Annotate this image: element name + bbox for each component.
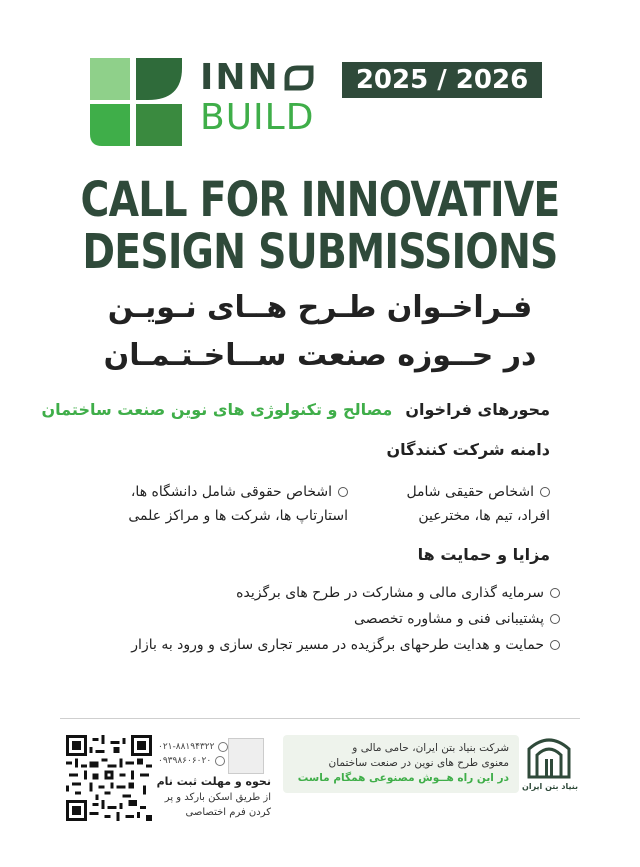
phone-number: ۰۲۱-۸۸۱۹۴۳۲۲ [158,742,215,752]
footer-divider [60,718,580,719]
phone-row[interactable] [158,740,228,754]
brand-inno-text: INN [200,57,280,98]
benefits-list [60,580,560,658]
innobuild-logo-mark [90,58,182,146]
axes-value: مصالح و تکنولوژی های نوین صنعت ساختمان [41,400,393,419]
registration-detail: از طریق اسکن بارکد و پر کردن فرم اختصاصی [164,792,271,818]
whatsapp-number: ۰۹۳۹۸۶۰۶۰۲۰ [158,756,212,766]
participants-legal [78,480,348,528]
title-fa-line1: فـراخـوان طـرح هــای نـویـن [107,290,533,325]
sponsor-line2: معنوی طرح های نوین در صنعت ساختمان [328,757,509,769]
sponsor-line1: شرکت بنیاد بتن ایران، حامی مالی و [352,742,509,754]
brand-line2: BUILD [200,97,315,138]
benefits-heading: مزایا و حمایت ها [417,545,550,564]
title-en-line1: CALL FOR INNOVATIVE [80,172,560,228]
list-item: پشتیبانی فنی و مشاوره تخصصی [60,606,560,632]
phone-icon [218,742,228,752]
sponsor-line3: در این راه هــوش مصنوعی همگام ماست [297,772,509,784]
bullet-icon [550,588,560,598]
bullet-icon [550,614,560,624]
secondary-logo [228,738,264,774]
axes-label: محورهای فراخوان [405,400,550,419]
leaf-icon [284,65,314,91]
whatsapp-icon [215,756,225,766]
bullet-icon [550,640,560,650]
legal-line2: استارتاپ ها، شرکت ها و مراکز علمی [128,508,348,524]
natural-line1: اشخاص حقیقی شامل [406,484,534,500]
natural-line2: افراد، تیم ها، مخترعین [418,508,550,524]
registration-heading: نحوه و مهلت ثبت نام [156,775,271,788]
registration-info [156,775,271,820]
legal-line1: اشخاص حقوقی شامل دانشگاه ها، [130,484,332,500]
bullet-icon [338,487,348,497]
list-item: حمایت و هدایت طرحهای برگزیده در مسیر تجاری سازی و ورود به بازار [60,632,560,658]
title-fa-line2: در حــوزه صنعت ســاخـتـمـان [103,338,537,373]
title-en-line2: DESIGN SUBMISSIONS [82,224,558,280]
participants-heading: دامنه شرکت کنندگان [386,440,550,459]
whatsapp-row[interactable] [158,754,228,768]
sponsor-box [283,735,519,793]
bonyad-beton-logo [527,735,571,779]
brand-wordmark [200,58,314,138]
brand-line1 [200,58,314,98]
registration-qr-code[interactable] [66,735,152,821]
sponsor-name: بنیاد بتن ایران [522,782,578,791]
participants-natural [360,480,550,528]
contact-info [158,740,228,768]
list-item: سرمایه گذاری مالی و مشارکت در طرح های برگزیده [60,580,560,606]
call-axes-row [42,400,550,419]
year-badge: 2025 / 2026 [342,62,542,98]
bullet-icon [540,487,550,497]
